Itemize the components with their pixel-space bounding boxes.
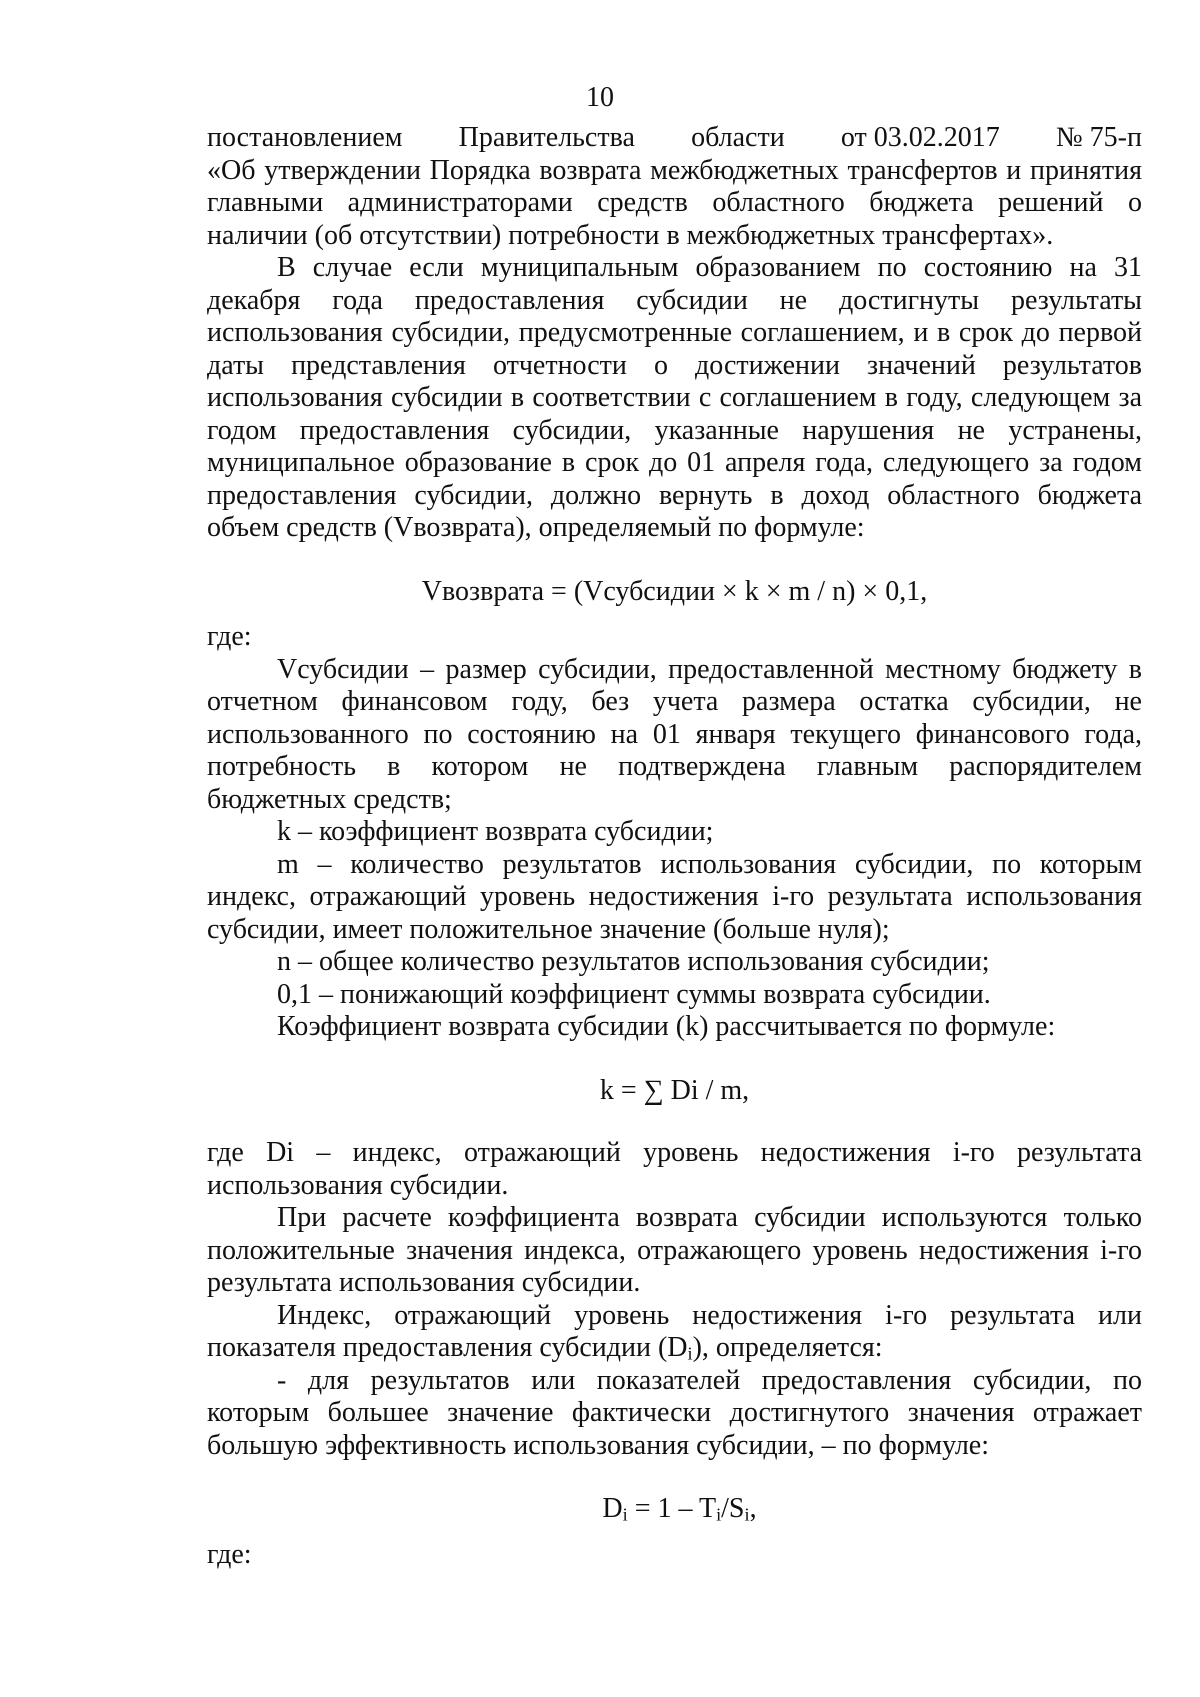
paragraph-resolution-title: «Об утверждении Порядка возврата межбюджетных трансфертов и принятия главными администраторами средств областного бюджета решений о наличии (об отсутствии) потребности в межбюджетных трансфертах». [207, 154, 1142, 251]
word: № 75-п [1055, 122, 1142, 153]
word: области [691, 122, 785, 153]
document-body [207, 122, 1142, 1571]
definition-n: n – общее количество результатов использования субсидии; [277, 946, 990, 977]
where-label: где: [207, 621, 252, 652]
paragraph-larger-is-better: - для результатов или показателей предоставления субсидии, по которым большее значение фактически достигнутого значения отражает большую эффективность использования субсидии, – по формуле: [207, 1364, 1142, 1461]
resolution-reference-line [207, 122, 1142, 155]
paragraph-index-intro [207, 1300, 1142, 1365]
text-run: Индекс, отражающий уровень недостижения i-го результата или показателя предоставления субсидии (D [207, 1299, 1142, 1363]
definition-k: k – коэффициент возврата субсидии; [277, 816, 714, 847]
formula-part: /S [721, 1493, 745, 1524]
word: Правительства [458, 122, 635, 153]
where-label: где: [207, 1538, 252, 1570]
word: от 03.02.2017 [840, 122, 1000, 153]
definition-m: m – количество результатов использования субсидии, по которым индекс, отражающий уровень недостижения i-го результата использования субсидии, имеет положительное значение (больше нуля); [207, 848, 1142, 945]
text-run: ), определяется: [692, 1332, 883, 1363]
definition-coefficient: 0,1 – понижающий коэффициент суммы возврата субсидии. [277, 978, 991, 1010]
paragraph-k-formula-intro: Коэффициент возврата субсидии (k) рассчитывается по формуле: [277, 1011, 1056, 1042]
formula-part: D [602, 1493, 623, 1524]
formula-return-volume: Vвозврата = (Vсубсидии × k × m / n) × 0,1, [421, 575, 928, 607]
page-number: 10 [586, 82, 614, 113]
subscript: i [622, 1504, 628, 1525]
subscript: i [744, 1504, 750, 1525]
word: постановлением [207, 122, 403, 153]
formula-di [207, 1493, 1142, 1526]
subscript: i [687, 1343, 693, 1364]
formula-k: k = ∑ Di / m, [599, 1074, 750, 1106]
formula-part: = 1 – T [627, 1493, 717, 1524]
definition-v-subsidy: Vсубсидии – размер субсидии, предоставленной местному бюджету в отчетном финансовом году, без учета размера остатка субсидии, не использованного по состоянию на 01 января текущего финансового года, потребность в котором не подтверждена главным распорядителем бюджетных средств; [207, 653, 1142, 815]
definition-di: где Di – индекс, отражающий уровень недостижения i-го результата использования субсидии. [207, 1137, 1142, 1201]
paragraph-positive-values: При расчете коэффициента возврата субсидии используются только положительные значения индекса, отражающего уровень недостижения i-го результата использования субсидии. [207, 1202, 1142, 1298]
paragraph-return-condition: В случае если муниципальным образованием по состоянию на 31 декабря года предоставления субсидии не достигнуты результаты использования субсидии, предусмотренные соглашением, и в срок до первой даты представления отчетности о достижении значений результатов использования субсидии в соответствии с соглашением в году, следующем за годом предоставления субсидии, указанные нарушения не устранены, муниципальное образование в срок до 01 апреля года, следующего за годом предоставления субсидии, должно вернуть в доход областного бюджета объем средств (Vвозврата), определяемый по формуле: [207, 252, 1142, 543]
subscript: i [716, 1504, 722, 1525]
formula-part: , [749, 1493, 757, 1524]
